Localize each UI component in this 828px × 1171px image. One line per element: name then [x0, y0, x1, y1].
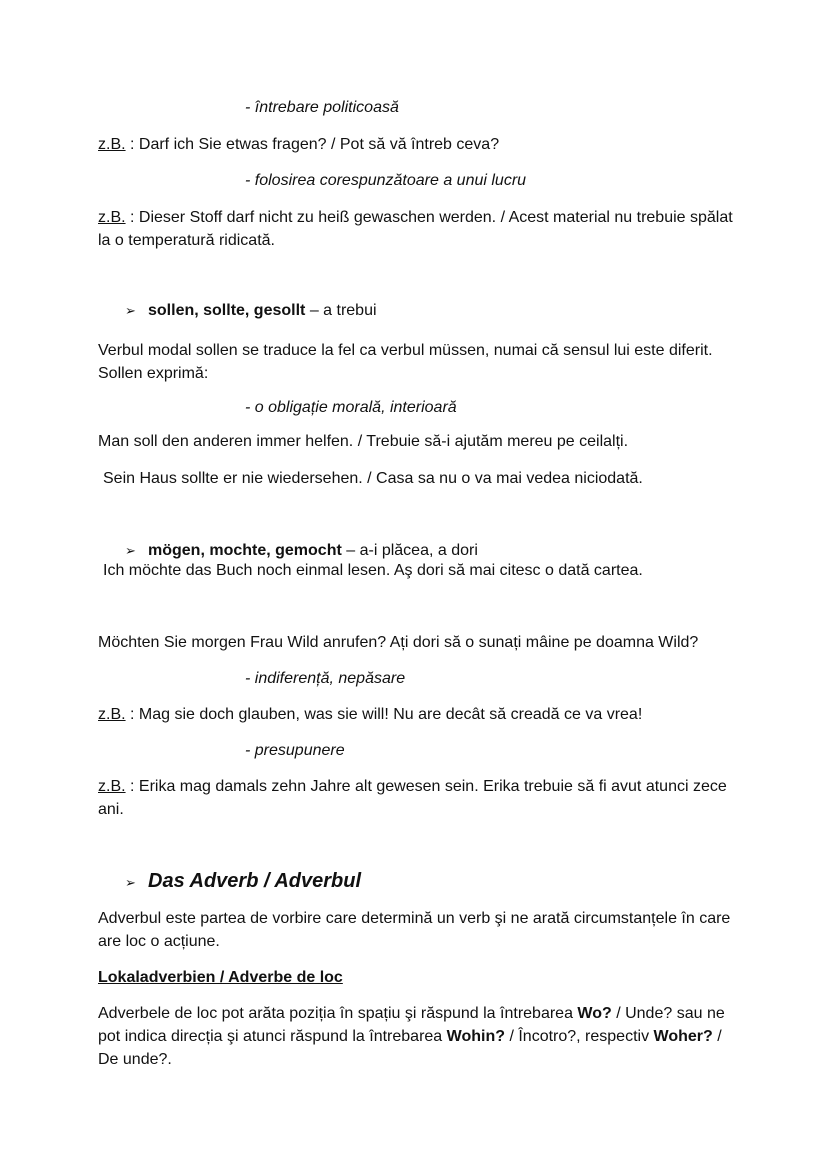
example-line: Sein Haus sollte er nie wiedersehen. / Casa sa nu o va mai vedea niciodată. [103, 470, 643, 487]
question-wohin: Wohin? [446, 1028, 506, 1045]
example-text: : Darf ich Sie etwas fragen? / Pot să vă întreb ceva? [125, 136, 500, 153]
question-wo: Wo? [577, 1005, 612, 1022]
subheading: Lokaladverbien / Adverbe de loc [98, 969, 343, 986]
text: / Încotro?, respectiv [505, 1028, 654, 1045]
arrow-bullet-icon: ➢ [125, 543, 136, 558]
example-line [98, 206, 738, 252]
text: / De unde?. [98, 1028, 722, 1068]
heading-text: Das Adverb / Adverbul [148, 870, 362, 892]
example-line: Möchten Sie morgen Frau Wild anrufen? Ați dori să o sunați mâine pe doamna Wild? [98, 634, 699, 651]
example-text: : Dieser Stoff darf nicht zu heiß gewaschen werden. / Acest material nu trebuie spălat la o temperatură ridicată. [98, 209, 733, 249]
zb-label: z.B. [98, 706, 126, 723]
example-line [98, 133, 738, 156]
usage-note: - întrebare politicoasă [245, 99, 399, 116]
usage-note: - folosirea corespunzătoare a unui lucru [245, 172, 527, 189]
zb-label: z.B. [98, 209, 126, 226]
section-heading-adverb [125, 868, 765, 896]
example-text: : Erika mag damals zehn Jahre alt gewesen sein. Erika trebuie să fi avut atunci zece ani. [98, 778, 727, 818]
usage-note: - presupunere [245, 742, 345, 759]
paragraph: Verbul modal sollen se traduce la fel ca verbul müssen, numai că sensul lui este diferit. Sollen exprimă: [98, 342, 713, 382]
heading-translation: – a-i plăcea, a dori [341, 542, 478, 559]
heading-bold: mögen, mochte, gemocht [148, 542, 342, 559]
zb-label: z.B. [98, 136, 126, 153]
usage-note: - indiferență, nepăsare [245, 670, 406, 687]
example-line [98, 703, 738, 726]
text: / Unde? sau ne pot indica direcția şi atunci răspund la întrebarea [98, 1005, 725, 1045]
section-heading-sollen [125, 299, 765, 322]
example-line [98, 775, 738, 821]
paragraph [98, 1002, 738, 1071]
example-text: : Mag sie doch glauben, was sie will! Nu are decât să creadă ce va vrea! [125, 706, 643, 723]
example-line: Ich möchte das Buch noch einmal lesen. Aş dori să mai citesc o dată cartea. [103, 562, 643, 579]
example-line: Man soll den anderen immer helfen. / Trebuie să-i ajutăm mereu pe ceilalți. [98, 433, 629, 450]
zb-label: z.B. [98, 778, 126, 795]
text: Adverbele de loc pot arăta poziția în spațiu şi răspund la întrebarea [98, 1005, 578, 1022]
question-woher: Woher? [653, 1028, 713, 1045]
arrow-bullet-icon: ➢ [125, 303, 136, 318]
paragraph: Adverbul este partea de vorbire care determină un verb şi ne arată circumstanțele în care are loc o acțiune. [98, 910, 731, 950]
usage-note: - o obligație morală, interioară [245, 399, 457, 416]
arrow-bullet-icon: ➢ [125, 875, 136, 890]
heading-bold: sollen, sollte, gesollt [148, 302, 306, 319]
heading-translation: – a trebui [305, 302, 377, 319]
